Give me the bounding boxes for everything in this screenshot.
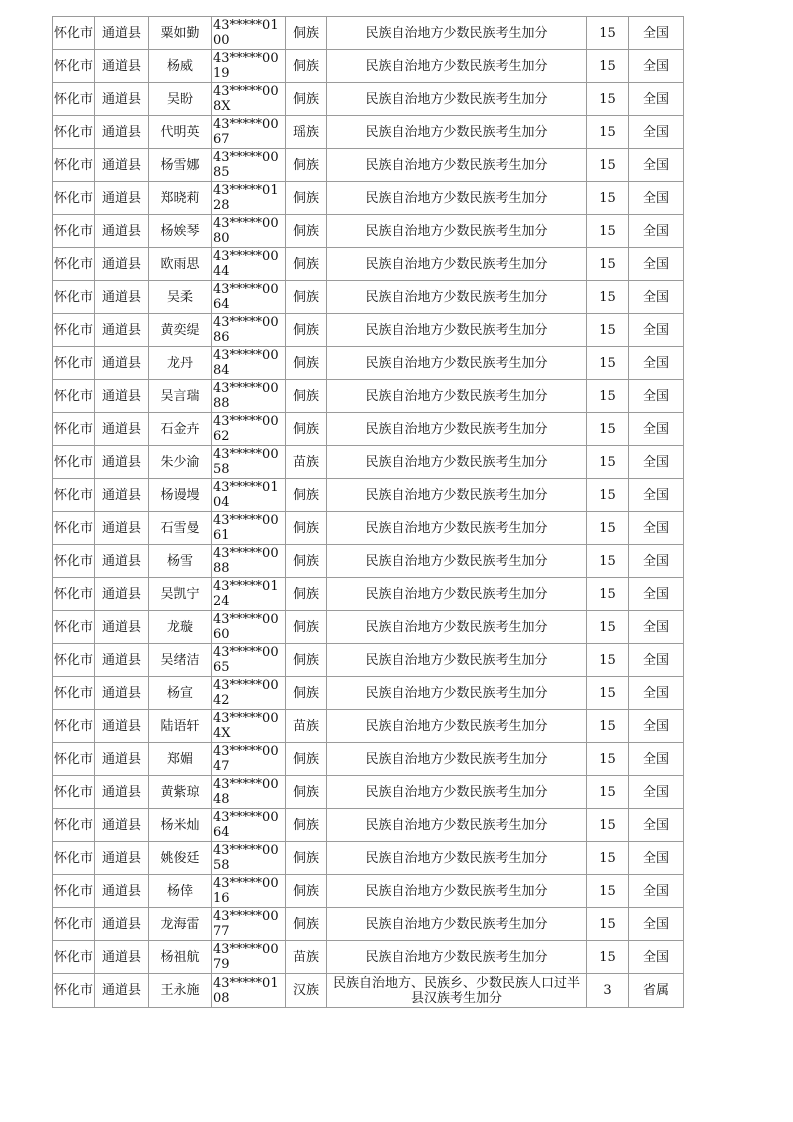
county-cell: 通道县 (95, 875, 149, 908)
id-number-cell: 43*****0064 (212, 809, 286, 842)
city-cell: 怀化市 (53, 941, 95, 974)
id-number-cell: 43*****0058 (212, 446, 286, 479)
id-number-cell: 43*****0080 (212, 215, 286, 248)
city-cell: 怀化市 (53, 248, 95, 281)
bonus-reason-cell: 民族自治地方少数民族考生加分 (327, 314, 587, 347)
id-number-cell: 43*****0104 (212, 479, 286, 512)
city-cell: 怀化市 (53, 17, 95, 50)
county-cell: 通道县 (95, 908, 149, 941)
id-number-cell: 43*****0086 (212, 314, 286, 347)
id-number-cell: 43*****0047 (212, 743, 286, 776)
city-cell: 怀化市 (53, 182, 95, 215)
city-cell: 怀化市 (53, 314, 95, 347)
county-cell: 通道县 (95, 842, 149, 875)
ethnicity-cell: 侗族 (286, 50, 327, 83)
scope-cell: 全国 (629, 809, 684, 842)
bonus-reason-cell: 民族自治地方少数民族考生加分 (327, 743, 587, 776)
name-cell: 杨娭琴 (149, 215, 212, 248)
table-row (53, 710, 684, 743)
id-number-cell: 43*****0061 (212, 512, 286, 545)
county-cell: 通道县 (95, 83, 149, 116)
name-cell: 王永施 (149, 974, 212, 1008)
table-row (53, 83, 684, 116)
city-cell: 怀化市 (53, 710, 95, 743)
city-cell: 怀化市 (53, 512, 95, 545)
ethnicity-cell: 侗族 (286, 248, 327, 281)
id-number-cell: 43*****0085 (212, 149, 286, 182)
name-cell: 杨倖 (149, 875, 212, 908)
id-number-cell: 43*****0067 (212, 116, 286, 149)
name-cell: 吴绪洁 (149, 644, 212, 677)
name-cell: 姚俊廷 (149, 842, 212, 875)
scope-cell: 全国 (629, 281, 684, 314)
bonus-score-cell: 15 (587, 677, 629, 710)
bonus-reason-cell: 民族自治地方少数民族考生加分 (327, 248, 587, 281)
bonus-score-cell: 15 (587, 116, 629, 149)
id-number-cell: 43*****0088 (212, 380, 286, 413)
bonus-score-cell: 15 (587, 215, 629, 248)
ethnicity-cell: 侗族 (286, 17, 327, 50)
county-cell: 通道县 (95, 578, 149, 611)
bonus-score-cell: 15 (587, 248, 629, 281)
bonus-score-cell: 15 (587, 380, 629, 413)
id-number-cell: 43*****0128 (212, 182, 286, 215)
bonus-reason-cell: 民族自治地方少数民族考生加分 (327, 875, 587, 908)
bonus-reason-cell: 民族自治地方少数民族考生加分 (327, 941, 587, 974)
bonus-score-cell: 15 (587, 182, 629, 215)
scope-cell: 全国 (629, 215, 684, 248)
scope-cell: 全国 (629, 908, 684, 941)
bonus-reason-cell: 民族自治地方少数民族考生加分 (327, 281, 587, 314)
county-cell: 通道县 (95, 413, 149, 446)
city-cell: 怀化市 (53, 149, 95, 182)
name-cell: 杨谩墁 (149, 479, 212, 512)
county-cell: 通道县 (95, 941, 149, 974)
city-cell: 怀化市 (53, 116, 95, 149)
id-number-cell: 43*****0058 (212, 842, 286, 875)
city-cell: 怀化市 (53, 347, 95, 380)
name-cell: 欧雨思 (149, 248, 212, 281)
name-cell: 龙璇 (149, 611, 212, 644)
bonus-score-cell: 15 (587, 809, 629, 842)
bonus-score-cell: 15 (587, 281, 629, 314)
ethnicity-cell: 侗族 (286, 413, 327, 446)
bonus-reason-cell: 民族自治地方少数民族考生加分 (327, 842, 587, 875)
ethnicity-cell: 苗族 (286, 941, 327, 974)
ethnicity-cell: 侗族 (286, 842, 327, 875)
county-cell: 通道县 (95, 248, 149, 281)
name-cell: 黄紫琼 (149, 776, 212, 809)
scope-cell: 全国 (629, 545, 684, 578)
bonus-score-cell: 15 (587, 908, 629, 941)
county-cell: 通道县 (95, 380, 149, 413)
name-cell: 龙丹 (149, 347, 212, 380)
ethnicity-cell: 侗族 (286, 908, 327, 941)
bonus-score-cell: 15 (587, 512, 629, 545)
scope-cell: 全国 (629, 776, 684, 809)
ethnicity-cell: 侗族 (286, 875, 327, 908)
bonus-reason-cell: 民族自治地方少数民族考生加分 (327, 644, 587, 677)
county-cell: 通道县 (95, 116, 149, 149)
city-cell: 怀化市 (53, 281, 95, 314)
scope-cell: 全国 (629, 743, 684, 776)
bonus-score-cell: 15 (587, 545, 629, 578)
scope-cell: 全国 (629, 149, 684, 182)
bonus-score-cell: 15 (587, 710, 629, 743)
id-number-cell: 43*****004X (212, 710, 286, 743)
scope-cell: 全国 (629, 50, 684, 83)
city-cell: 怀化市 (53, 743, 95, 776)
bonus-reason-cell: 民族自治地方少数民族考生加分 (327, 545, 587, 578)
table-row (53, 413, 684, 446)
id-number-cell: 43*****0062 (212, 413, 286, 446)
table-row (53, 776, 684, 809)
name-cell: 粟如勤 (149, 17, 212, 50)
id-number-cell: 43*****0124 (212, 578, 286, 611)
table-row (53, 545, 684, 578)
ethnicity-cell: 侗族 (286, 182, 327, 215)
city-cell: 怀化市 (53, 611, 95, 644)
id-number-cell: 43*****0016 (212, 875, 286, 908)
scope-cell: 全国 (629, 677, 684, 710)
city-cell: 怀化市 (53, 644, 95, 677)
table-row (53, 281, 684, 314)
ethnicity-cell: 侗族 (286, 512, 327, 545)
bonus-score-cell: 15 (587, 875, 629, 908)
bonus-points-table (52, 16, 684, 1008)
bonus-score-cell: 15 (587, 743, 629, 776)
table-row (53, 248, 684, 281)
bonus-reason-cell: 民族自治地方少数民族考生加分 (327, 182, 587, 215)
county-cell: 通道县 (95, 776, 149, 809)
county-cell: 通道县 (95, 974, 149, 1008)
county-cell: 通道县 (95, 446, 149, 479)
table-row (53, 116, 684, 149)
city-cell: 怀化市 (53, 215, 95, 248)
scope-cell: 省属 (629, 974, 684, 1008)
city-cell: 怀化市 (53, 446, 95, 479)
county-cell: 通道县 (95, 710, 149, 743)
id-number-cell: 43*****0064 (212, 281, 286, 314)
ethnicity-cell: 侗族 (286, 578, 327, 611)
bonus-reason-cell: 民族自治地方少数民族考生加分 (327, 83, 587, 116)
name-cell: 代明英 (149, 116, 212, 149)
id-number-cell: 43*****0044 (212, 248, 286, 281)
ethnicity-cell: 汉族 (286, 974, 327, 1008)
scope-cell: 全国 (629, 512, 684, 545)
bonus-reason-cell: 民族自治地方少数民族考生加分 (327, 512, 587, 545)
name-cell: 杨雪娜 (149, 149, 212, 182)
bonus-score-cell: 15 (587, 776, 629, 809)
id-number-cell: 43*****0060 (212, 611, 286, 644)
city-cell: 怀化市 (53, 413, 95, 446)
bonus-score-cell: 15 (587, 413, 629, 446)
table-row (53, 215, 684, 248)
scope-cell: 全国 (629, 446, 684, 479)
ethnicity-cell: 侗族 (286, 479, 327, 512)
bonus-reason-cell: 民族自治地方少数民族考生加分 (327, 479, 587, 512)
county-cell: 通道县 (95, 809, 149, 842)
scope-cell: 全国 (629, 314, 684, 347)
table-row (53, 17, 684, 50)
bonus-reason-cell: 民族自治地方少数民族考生加分 (327, 578, 587, 611)
bonus-score-cell: 15 (587, 446, 629, 479)
city-cell: 怀化市 (53, 809, 95, 842)
county-cell: 通道县 (95, 17, 149, 50)
table-row (53, 743, 684, 776)
name-cell: 龙海雷 (149, 908, 212, 941)
name-cell: 杨米灿 (149, 809, 212, 842)
name-cell: 吴凯宁 (149, 578, 212, 611)
name-cell: 石金卉 (149, 413, 212, 446)
county-cell: 通道县 (95, 677, 149, 710)
ethnicity-cell: 侗族 (286, 677, 327, 710)
bonus-reason-cell: 民族自治地方少数民族考生加分 (327, 215, 587, 248)
bonus-score-cell: 15 (587, 83, 629, 116)
county-cell: 通道县 (95, 149, 149, 182)
ethnicity-cell: 侗族 (286, 809, 327, 842)
bonus-score-cell: 15 (587, 578, 629, 611)
county-cell: 通道县 (95, 611, 149, 644)
bonus-score-cell: 15 (587, 149, 629, 182)
ethnicity-cell: 侗族 (286, 347, 327, 380)
name-cell: 郑晓莉 (149, 182, 212, 215)
ethnicity-cell: 侗族 (286, 149, 327, 182)
ethnicity-cell: 侗族 (286, 743, 327, 776)
name-cell: 郑媚 (149, 743, 212, 776)
table-row (53, 479, 684, 512)
id-number-cell: 43*****0079 (212, 941, 286, 974)
bonus-reason-cell: 民族自治地方少数民族考生加分 (327, 347, 587, 380)
id-number-cell: 43*****0065 (212, 644, 286, 677)
county-cell: 通道县 (95, 644, 149, 677)
bonus-score-cell: 15 (587, 347, 629, 380)
table-row (53, 908, 684, 941)
county-cell: 通道县 (95, 743, 149, 776)
bonus-reason-cell: 民族自治地方、民族乡、少数民族人口过半县汉族考生加分 (327, 974, 587, 1008)
table-row (53, 974, 684, 1008)
bonus-reason-cell: 民族自治地方少数民族考生加分 (327, 413, 587, 446)
bonus-score-cell: 15 (587, 314, 629, 347)
scope-cell: 全国 (629, 248, 684, 281)
scope-cell: 全国 (629, 182, 684, 215)
bonus-reason-cell: 民族自治地方少数民族考生加分 (327, 50, 587, 83)
name-cell: 朱少渝 (149, 446, 212, 479)
scope-cell: 全国 (629, 413, 684, 446)
city-cell: 怀化市 (53, 776, 95, 809)
bonus-score-cell: 15 (587, 479, 629, 512)
city-cell: 怀化市 (53, 50, 95, 83)
ethnicity-cell: 苗族 (286, 710, 327, 743)
city-cell: 怀化市 (53, 479, 95, 512)
city-cell: 怀化市 (53, 875, 95, 908)
ethnicity-cell: 侗族 (286, 83, 327, 116)
city-cell: 怀化市 (53, 842, 95, 875)
name-cell: 石雪曼 (149, 512, 212, 545)
bonus-score-cell: 15 (587, 644, 629, 677)
scope-cell: 全国 (629, 17, 684, 50)
table-row (53, 347, 684, 380)
scope-cell: 全国 (629, 710, 684, 743)
bonus-reason-cell: 民族自治地方少数民族考生加分 (327, 677, 587, 710)
ethnicity-cell: 侗族 (286, 314, 327, 347)
id-number-cell: 43*****0019 (212, 50, 286, 83)
county-cell: 通道县 (95, 182, 149, 215)
table-row (53, 50, 684, 83)
id-number-cell: 43*****0084 (212, 347, 286, 380)
id-number-cell: 43*****0048 (212, 776, 286, 809)
id-number-cell: 43*****0077 (212, 908, 286, 941)
id-number-cell: 43*****0042 (212, 677, 286, 710)
table-row (53, 677, 684, 710)
table-row (53, 941, 684, 974)
county-cell: 通道县 (95, 281, 149, 314)
scope-cell: 全国 (629, 611, 684, 644)
bonus-score-cell: 15 (587, 842, 629, 875)
ethnicity-cell: 瑶族 (286, 116, 327, 149)
city-cell: 怀化市 (53, 578, 95, 611)
bonus-reason-cell: 民族自治地方少数民族考生加分 (327, 908, 587, 941)
bonus-score-cell: 15 (587, 611, 629, 644)
bonus-reason-cell: 民族自治地方少数民族考生加分 (327, 116, 587, 149)
scope-cell: 全国 (629, 116, 684, 149)
bonus-reason-cell: 民族自治地方少数民族考生加分 (327, 149, 587, 182)
name-cell: 陆语轩 (149, 710, 212, 743)
scope-cell: 全国 (629, 842, 684, 875)
bonus-reason-cell: 民族自治地方少数民族考生加分 (327, 380, 587, 413)
ethnicity-cell: 苗族 (286, 446, 327, 479)
county-cell: 通道县 (95, 512, 149, 545)
id-number-cell: 43*****0088 (212, 545, 286, 578)
city-cell: 怀化市 (53, 908, 95, 941)
scope-cell: 全国 (629, 578, 684, 611)
ethnicity-cell: 侗族 (286, 644, 327, 677)
table-row (53, 578, 684, 611)
bonus-score-cell: 3 (587, 974, 629, 1008)
table-row (53, 182, 684, 215)
scope-cell: 全国 (629, 83, 684, 116)
table-row (53, 314, 684, 347)
id-number-cell: 43*****008X (212, 83, 286, 116)
ethnicity-cell: 侗族 (286, 545, 327, 578)
name-cell: 吴言瑞 (149, 380, 212, 413)
bonus-reason-cell: 民族自治地方少数民族考生加分 (327, 17, 587, 50)
scope-cell: 全国 (629, 479, 684, 512)
scope-cell: 全国 (629, 644, 684, 677)
table-row (53, 149, 684, 182)
bonus-reason-cell: 民族自治地方少数民族考生加分 (327, 809, 587, 842)
table-row (53, 611, 684, 644)
bonus-score-cell: 15 (587, 941, 629, 974)
ethnicity-cell: 侗族 (286, 215, 327, 248)
name-cell: 杨威 (149, 50, 212, 83)
county-cell: 通道县 (95, 50, 149, 83)
ethnicity-cell: 侗族 (286, 776, 327, 809)
county-cell: 通道县 (95, 314, 149, 347)
name-cell: 吴盼 (149, 83, 212, 116)
table-row (53, 446, 684, 479)
id-number-cell: 43*****0108 (212, 974, 286, 1008)
bonus-score-cell: 15 (587, 50, 629, 83)
city-cell: 怀化市 (53, 677, 95, 710)
city-cell: 怀化市 (53, 380, 95, 413)
id-number-cell: 43*****0100 (212, 17, 286, 50)
table-row (53, 512, 684, 545)
bonus-score-cell: 15 (587, 17, 629, 50)
name-cell: 杨宣 (149, 677, 212, 710)
city-cell: 怀化市 (53, 545, 95, 578)
county-cell: 通道县 (95, 347, 149, 380)
county-cell: 通道县 (95, 479, 149, 512)
ethnicity-cell: 侗族 (286, 611, 327, 644)
ethnicity-cell: 侗族 (286, 380, 327, 413)
table-row (53, 380, 684, 413)
table-row (53, 842, 684, 875)
table-row (53, 875, 684, 908)
county-cell: 通道县 (95, 545, 149, 578)
bonus-reason-cell: 民族自治地方少数民族考生加分 (327, 776, 587, 809)
scope-cell: 全国 (629, 875, 684, 908)
scope-cell: 全国 (629, 380, 684, 413)
table-row (53, 644, 684, 677)
table-row (53, 809, 684, 842)
county-cell: 通道县 (95, 215, 149, 248)
name-cell: 杨祖航 (149, 941, 212, 974)
bonus-reason-cell: 民族自治地方少数民族考生加分 (327, 611, 587, 644)
name-cell: 吴柔 (149, 281, 212, 314)
scope-cell: 全国 (629, 347, 684, 380)
city-cell: 怀化市 (53, 83, 95, 116)
name-cell: 杨雪 (149, 545, 212, 578)
scope-cell: 全国 (629, 941, 684, 974)
name-cell: 黄奕缇 (149, 314, 212, 347)
bonus-reason-cell: 民族自治地方少数民族考生加分 (327, 710, 587, 743)
ethnicity-cell: 侗族 (286, 281, 327, 314)
table-body (53, 17, 684, 1008)
bonus-reason-cell: 民族自治地方少数民族考生加分 (327, 446, 587, 479)
city-cell: 怀化市 (53, 974, 95, 1008)
